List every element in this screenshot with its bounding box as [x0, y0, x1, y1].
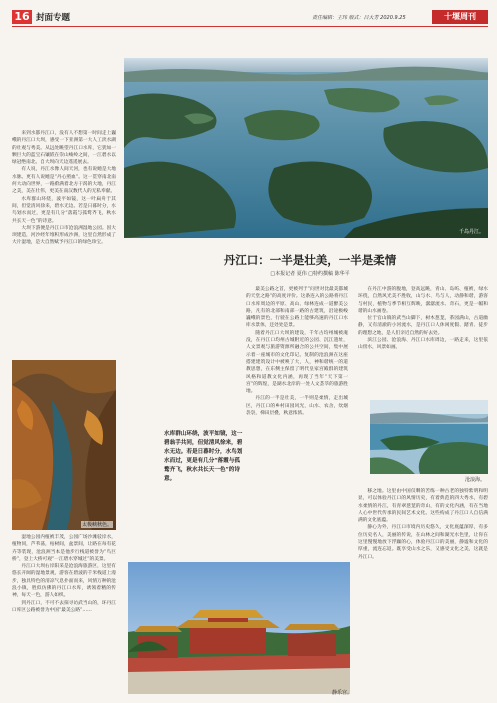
- col1-paragraph-4: 大坝下游便是丹江口市沧浪洲湿地公园。因大坝建造，河沙经年堆积形成沙洲，这里自然形成了大片湿地，是大自然赋予丹江口的绿色珍宝。: [12, 225, 116, 246]
- column-1-text: [12, 130, 116, 358]
- right-photo-caption: 沧浪海。: [464, 477, 485, 483]
- pull-quote: [164, 430, 244, 484]
- bottom-photo-caption: 静乐宫。: [331, 690, 352, 696]
- col2-paragraph-1: 最美公路之首，更被列于“问世对比最美都城的天堂之路”的高度评价。这条连入的公路将丹江口水库周边的平原、高山、绿林连成一道醉美公路，凡有的北部和南部一路的古建筑，沿途极峻巍峨的景色，行驶在公路上能够高速的丹江口水库水景体，还处处是景。: [246, 287, 348, 329]
- right-photo-lake: [370, 400, 488, 483]
- top-photo-lake-islands: [124, 58, 488, 238]
- page-number: 16: [12, 10, 32, 24]
- article-title: 丹江口：一半是壮美，一半是柔情: [223, 253, 397, 267]
- col1-paragraph-3: 水库群山环绕，波平如镜，这一叶扁舟于其间，但觉清风徐来，碧水无边。若是日暮时分，水鸟划水而过，更是有几分“落霞与孤鹜齐飞，秋水共长天一色”的诗意。: [12, 196, 116, 224]
- page-header: [12, 10, 488, 26]
- col3b-paragraph-2: 静心为外，丹江口市境内历史悠久，文化底蕴深厚，有多位历史名人，美丽的传说，在山林之间和湖光水色里，让你在这里慢慢地放下浮躁的心，体验丹江口的美丽，静谧和文化的厚重，流连忘返。既享受山水之乐，又感受文化之美，这就是丹江口。: [358, 525, 488, 560]
- editor-credits: 责任编辑：王玮 版式：吕大芳 2020.9.25: [312, 15, 406, 21]
- col1b-paragraph-3: 到丹江口，不可不去探寻访武当山的，环丹江口库区公路被誉为中国“最美公路”……: [12, 600, 116, 613]
- column-1b-text: [12, 534, 116, 694]
- paper-name: 十堰周刊: [432, 10, 488, 24]
- col1b-paragraph-2: 丹江口大坝右岸阳采是沧浪海旅游区，这里有悠长开阔的湿地景观，游客在碧波的千米栈道上漫步，独具特色的清凉气息扑面而来，风情万种的沧浪小镇，胜似仿佛的丹江口水库，诱领着精的传神，每天一色，游人如织。: [12, 564, 116, 599]
- col3-paragraph-2: 位于官山镇的武当山脚下，树木葱茏，茶园满山，古道幽静，又有清澈的小河流水，是丹江口人休闲度假、踏青、徒步的理想之地，是人们亲近自然的好去处。: [358, 316, 488, 336]
- col2-paragraph-2: 随着丹江口大坝的建设，千年古均州城被淹没，在丹江口均州古城附近的公园、沉江遗址，人文景观与旅游资源所融合的公共空间，集中展示着一座城市的文化印记。复制的沧浪洲在这座搭建建筑设计中被唤了大，人，神和谐统一的道教思想，在东侧主保留了明代皇家宫殿群的建筑风格和道教文化内涵，再现了当年“天下第一宫”的辉煌，是湖水北岸的一处人文荟萃的旅游胜地。: [246, 330, 348, 395]
- pull-quote-text: 水库群山环绕，波平如镜，这一碧翁手共同，但觉清风徐来，碧水无边。若是日暮时分，水鸟划水而过，更是有几分“落霞与孤鹜齐飞，秋水共长天一色”的诗意。: [164, 431, 243, 482]
- top-photo-caption: 千岛丹江。: [458, 229, 484, 235]
- article-byline: □本报记者 夏伟 □特约撰稿 陈华平: [270, 271, 350, 277]
- bottom-photo-palace: [128, 562, 350, 694]
- col1b-paragraph-1: 湿地公园内植被丰茂，公园广场沙滩驳岸水，植物同，芦苇荡，枯树间，盆景间，让路在每有花卉等装现，沧浪洲当本是他步行栈道被誉为“鸟巨桥”，登上大桥可观“一江碧水穿城过”的美景。: [12, 535, 116, 562]
- section-title: 封面专题: [36, 13, 71, 23]
- column-2-text: [246, 286, 348, 558]
- left-photo-autumn-canyon: [12, 360, 116, 530]
- col1-paragraph-2: 有人说，丹江水像人间天河，也有说她是大地水脉。更有人说她是“丹心照血”。这一贯穿南北南何大动向世界，一路蔚满着北方干渴的大地，丹江之美，美在壮伟，更美在南汉数代人的无私奉献。: [12, 167, 116, 195]
- left-photo-caption: 太极峡秋色。: [81, 522, 112, 528]
- col3-paragraph-1: 在丹江中游的腹地，登高远眺，青山、岛屿、植被，绿水环绕，自然风光美不胜收，山与水、鸟与人，动静和谐，游客与村民，植物与季节相互辉映，潺潺流水、奇石，更是一幅和谐的山水画卷。: [358, 287, 488, 314]
- col3b-paragraph-1: 移之地。这里由中国仅剩的苦练一种古老的独特紫明和明显，可以体验丹江口的风情历史，有着典范的四大秀水，有碧水柔情的丹江，有青翠葱茏的奇山，有的文化内涵，有在当地人心中世代传承的民间艺术文化。这些构成了丹江口人自信满满的文化底蕴。: [358, 489, 488, 524]
- col3-paragraph-3: 滨江公园、沧浪海、丹江口水库周边，一路走来，这里依山傍水，风景如画。: [358, 338, 488, 351]
- col1-paragraph-1: 来到水都丹江口，没有人不想第一时间走上巍峨的丹江口大坝，感受一下亚洲第一大人工淡水湖的壮观与秀美。从远处眺望丹江口水库，它犹如一颗巨大的蓝宝石镶嵌在崇山峻岭之间，一江碧水以绿冠绝南北。自大坝向天边遥遥展去。: [12, 131, 116, 166]
- column-3-text: [358, 286, 488, 394]
- column-3b-text: [358, 488, 488, 694]
- col2-paragraph-3: 丹江的一半是壮美，一半则是柔情，走出城区，丹江口的乡村田园风光，山水、农舍，炊烟袅袅，梯田层叠，秋意浓浓。: [246, 396, 348, 417]
- header-rule: [12, 26, 488, 27]
